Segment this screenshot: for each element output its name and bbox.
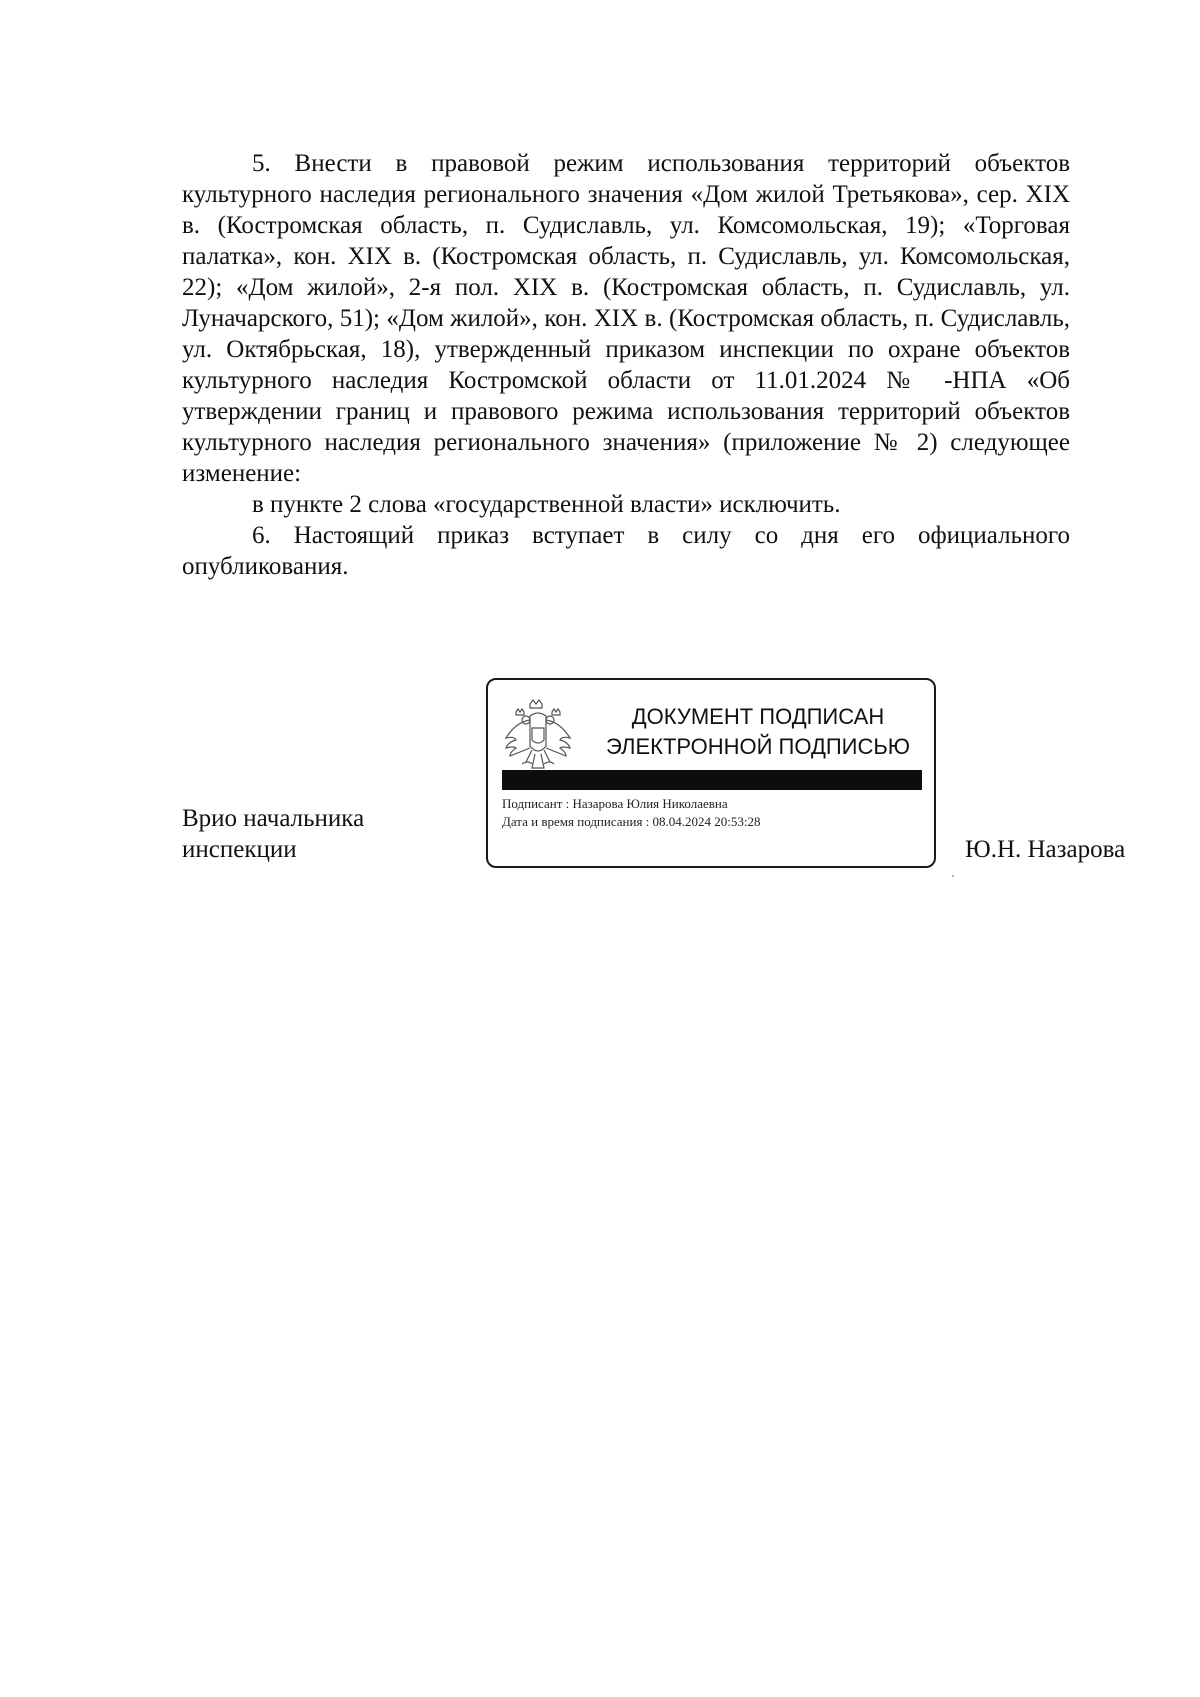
electronic-signature-stamp — [486, 678, 936, 868]
paragraph-6: 6. Настоящий приказ вступает в силу со дня его официального опубликования. — [182, 522, 1070, 580]
stamp-signer: Подписант : Назарова Юлия Николаевна — [502, 796, 728, 811]
stamp-title-line-1: ДОКУМЕНТ ПОДПИСАН — [631, 704, 885, 729]
paragraph-5: 5. Внести в правовой режим использования территорий объектов культурного наследия регионального значения «Дом жилой Третьякова», сер. XIX в. (Костромская область, п. Судиславль, ул. Комсомольская, 19); «Торговая палатка», кон. XIX в. (Костромская область, п. Судиславль, ул. Комсомольская, 22); «Дом жилой», 2-я пол. XIX в. (Костромская область, п. Судиславль, ул. Луначарского, 51); «Дом жилой», кон. XIX в. (Костромская область, п. Судиславль, ул. Октябрьская, 18), утвержденный приказом инспекции по охране объектов культурного наследия Костромской области от 11.01.2024 № -НПА «Об утверждении границ и правового режима использования территорий объектов культурного наследия регионального значения» (приложение № 2) следующее изменение: — [182, 150, 1070, 487]
scan-speck — [952, 875, 954, 877]
signatory-name: Ю.Н. Назарова — [965, 836, 1126, 863]
russian-coat-of-arms-icon — [502, 698, 574, 776]
document-body — [182, 148, 1070, 582]
stamp-datetime: Дата и время подписания : 08.04.2024 20:53:28 — [502, 814, 761, 829]
stamp-title — [588, 702, 928, 762]
paragraph-amendment: в пункте 2 слова «государственной власти» исключить. — [252, 491, 841, 518]
signatory-position-line-2: инспекции — [182, 836, 297, 863]
signatory-position — [182, 803, 364, 865]
stamp-title-line-2: ЭЛЕКТРОННОЙ ПОДПИСЬЮ — [605, 734, 911, 759]
signatory-position-line-1: Врио начальника — [182, 805, 365, 832]
stamp-info — [502, 795, 761, 831]
redacted-certificate-bar — [502, 770, 922, 790]
